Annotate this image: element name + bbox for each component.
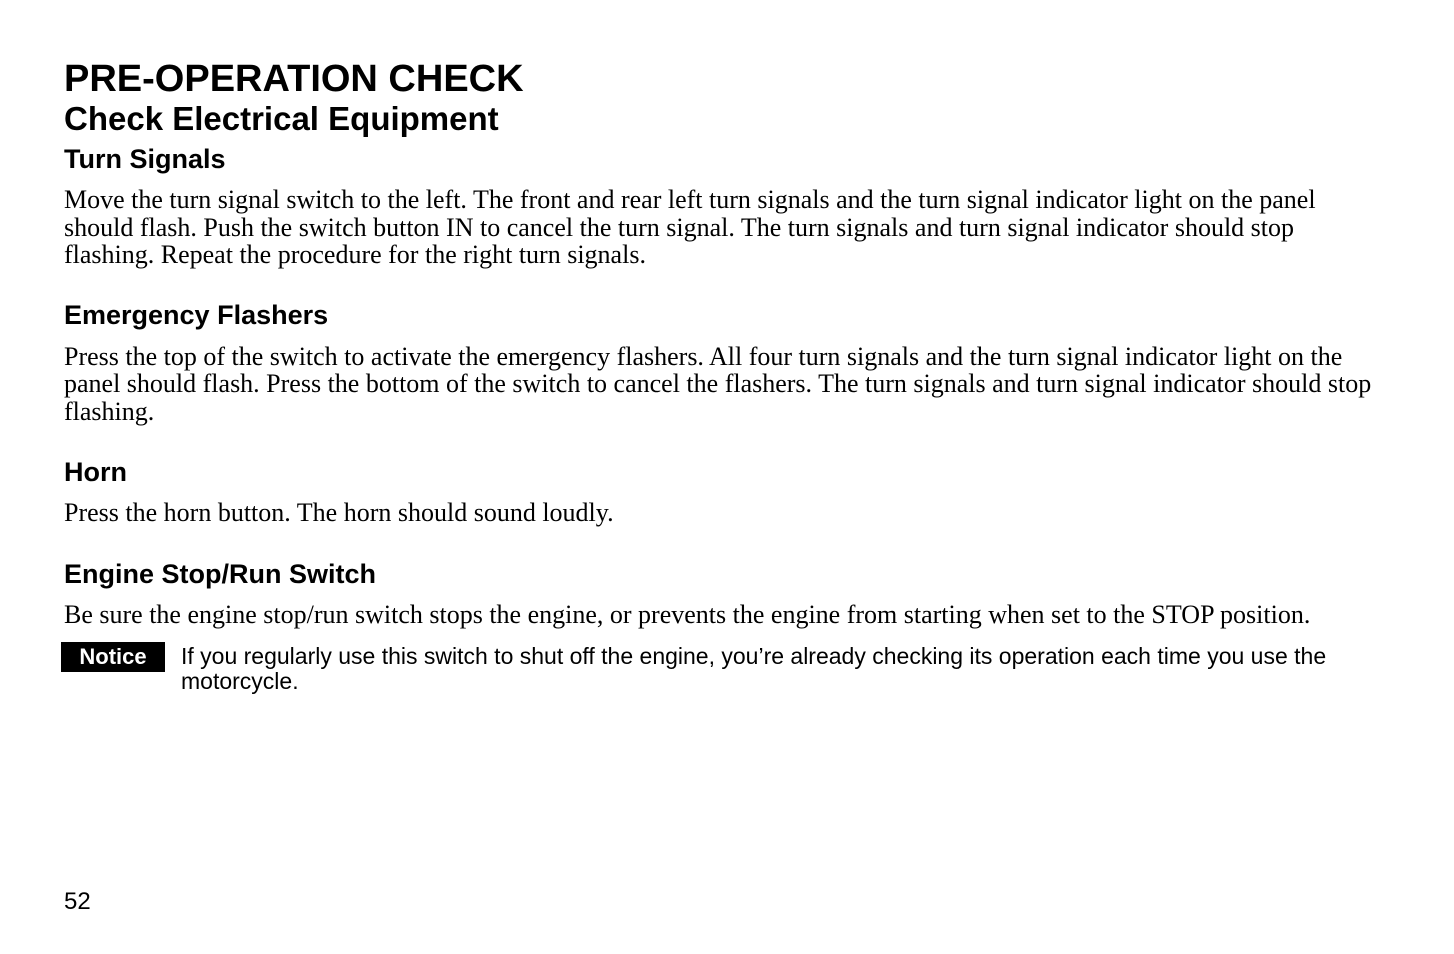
page-subtitle: Check Electrical Equipment [64, 100, 499, 137]
paragraph-horn: Press the horn button. The horn should sound loudly. [64, 498, 614, 527]
notice-text: If you regularly use this switch to shut off the engine, you’re already checking its operation each time you use the motorcycle. [181, 643, 1327, 694]
section-heading-horn: Horn [64, 457, 127, 487]
section-heading-engine-stop-run-switch: Engine Stop/Run Switch [64, 558, 376, 589]
paragraph-turn-signals: Move the turn signal switch to the left. The front and rear left turn signals and the turn signal indicator light on the panel should flash. Push the switch button IN to cancel the turn signal. The turn signals and turn signal indicator should stop flashing. Repeat the procedure for the right turn signals. [64, 185, 1316, 269]
section-heading-turn-signals: Turn Signals [64, 144, 226, 174]
manual-page [64, 58, 1384, 694]
paragraph-emergency-flashers: Press the top of the switch to activate the emergency flashers. All four turn signals and the turn signal indicator light on the panel should flash. Press the bottom of the switch to cancel the flashers. The turn signals and turn signal indicator should stop flashing. [64, 341, 1372, 426]
notice-box [61, 642, 1384, 694]
page-number: 52 [64, 888, 91, 915]
page-title: PRE-OPERATION CHECK [64, 58, 524, 100]
paragraph-engine-stop-run-switch: Be sure the engine stop/run switch stops the engine, or prevents the engine from starting when set to the STOP position. [64, 599, 1311, 629]
section-heading-emergency-flashers: Emergency Flashers [64, 299, 329, 330]
notice-badge: Notice [61, 642, 165, 672]
